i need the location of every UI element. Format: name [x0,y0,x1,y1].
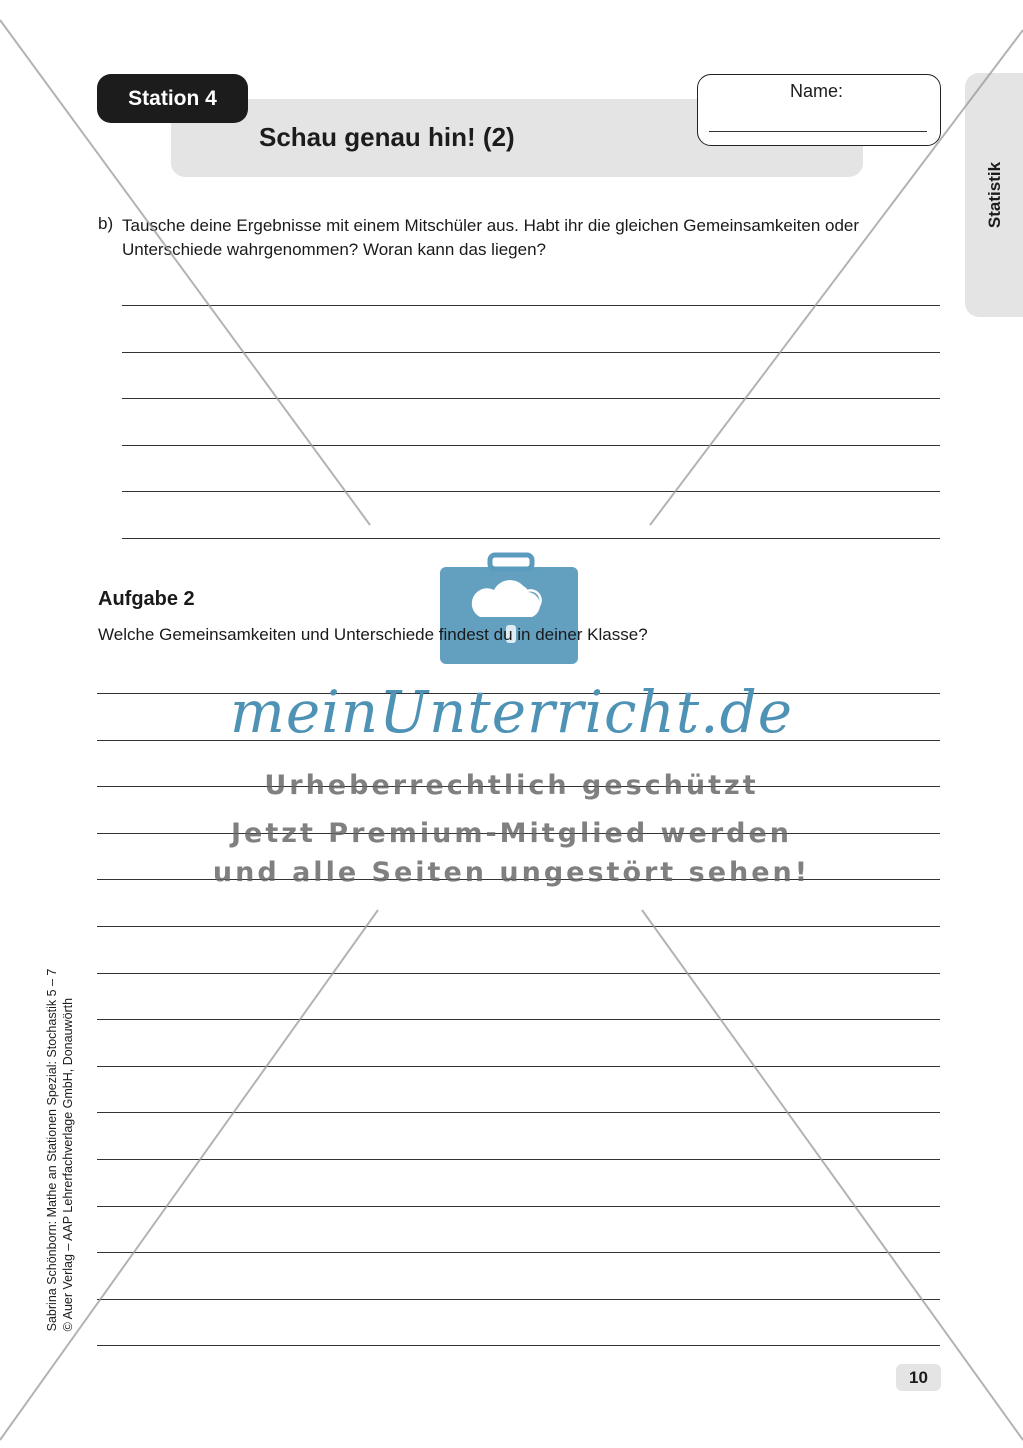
question-letter: b) [98,214,114,233]
watermark-logo-text: meinUnterricht.de [229,678,794,746]
credit-line-1: Sabrina Schönborn: Mathe an Stationen Spezial: Stochastik 5 – 7 [45,968,59,1332]
page-title: Schau genau hin! (2) [259,122,515,152]
task-text: Welche Gemeinsamkeiten und Unterschiede findest du in deiner Klasse? [98,625,648,644]
credit-line-2: © Auer Verlag – AAP Lehrerfachverlage GmbH, Donauwörth [61,997,75,1332]
watermark-line-2: Jetzt Premium-Mitglied werden [231,818,792,849]
task-heading: Aufgabe 2 [98,588,195,610]
station-badge: Station 4 [97,74,248,123]
side-tab-label: Statistik [985,161,1004,229]
question-text: Tausche deine Ergebnisse mit einem Mitschüler aus. Habt ihr die gleichen Gemeinsamkeiten oder Unterschiede wahrgenommen? Woran kann das liegen? [122,216,860,259]
page-number: 10 [896,1364,941,1391]
copyright-credit [44,969,76,1332]
name-label: Name: [790,81,844,101]
watermark-line-3: und alle Seiten ungestört sehen! [212,857,811,888]
watermark-line-1: Urheberrechtlich geschützt [264,770,759,801]
